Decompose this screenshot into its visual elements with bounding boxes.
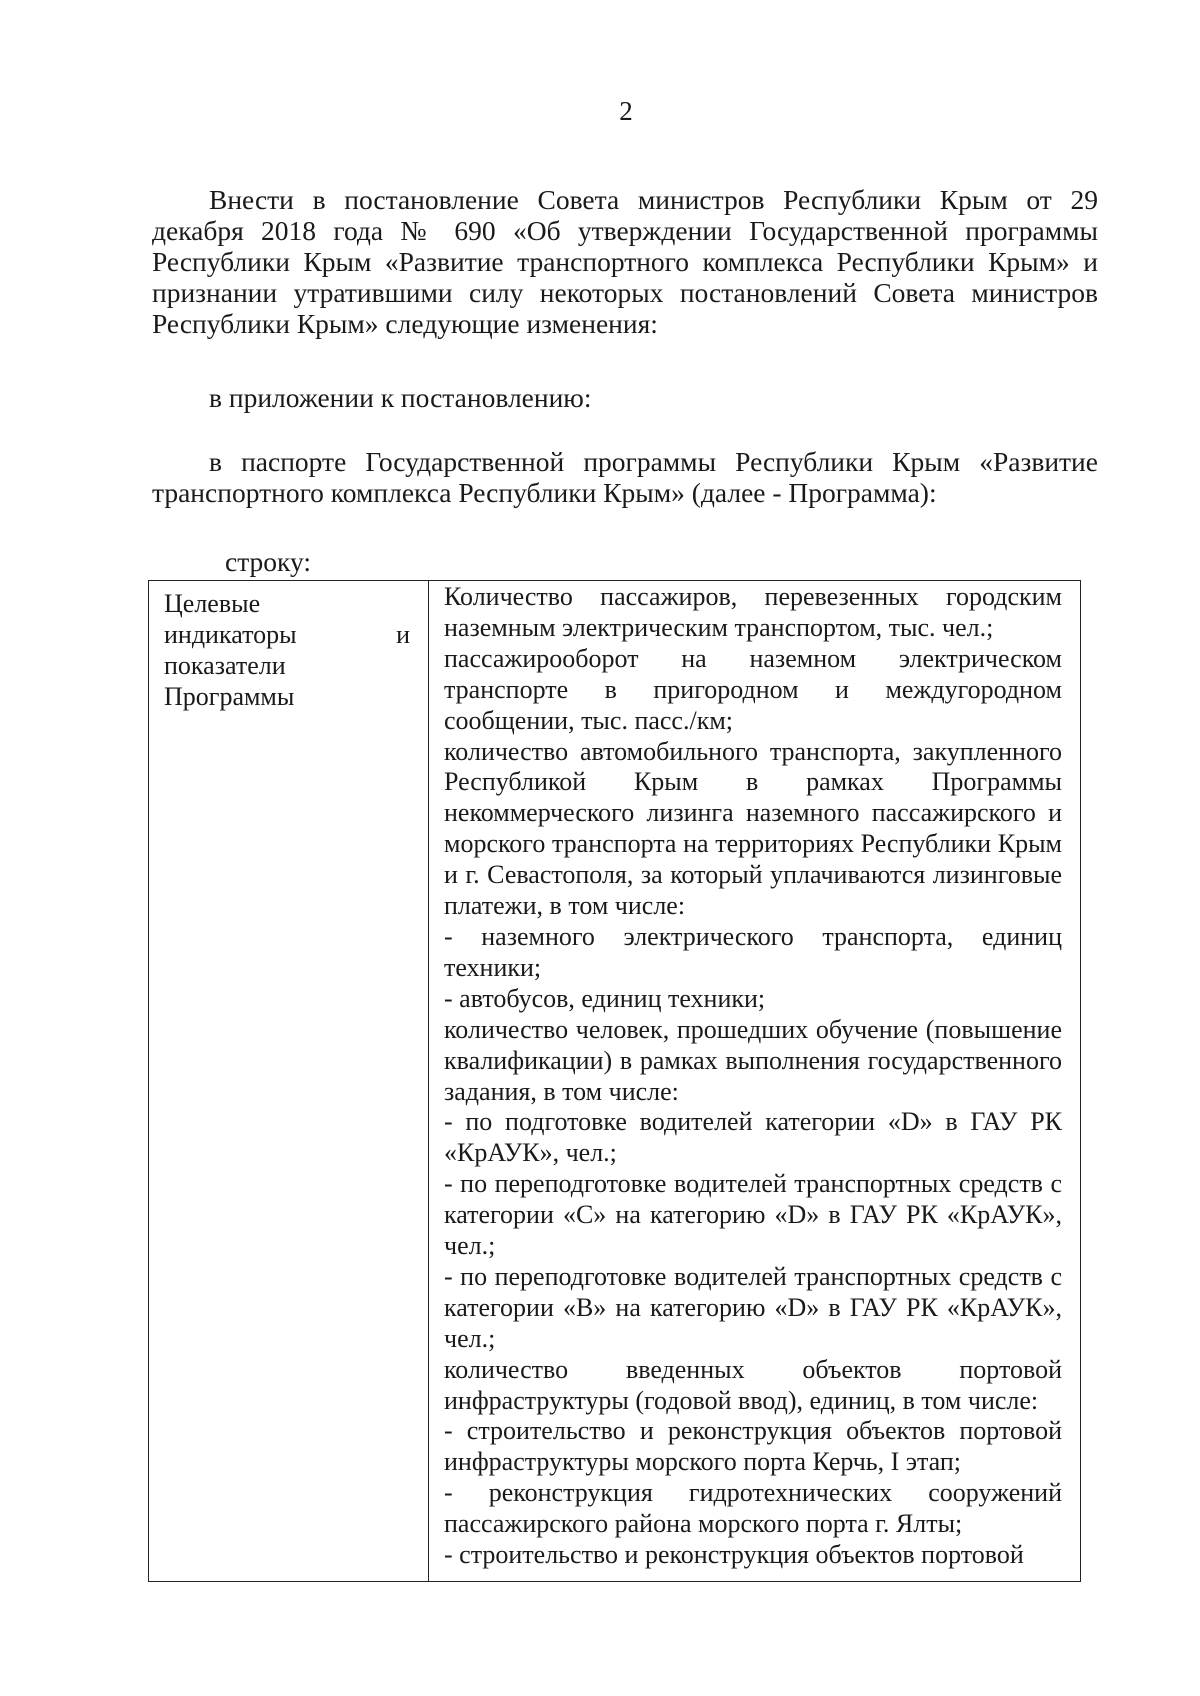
indicator-item: - реконструкция гидротехнических сооружений пассажирского района морского порта г. Ялты;	[444, 1478, 1062, 1539]
row-label: строку:	[225, 545, 312, 577]
indicator-name-line: показатели	[164, 650, 286, 680]
indicator-name-line: Целевые	[164, 589, 261, 618]
passport-paragraph: в паспорте Государственной программы Республики Крым «Развитие транспортного комплекса Республики Крым» (далее - Программа):	[152, 445, 1098, 508]
page-number: 2	[619, 96, 633, 126]
indicator-name-line: индикаторы и	[164, 619, 410, 649]
appendix-paragraph: в приложении к постановлению:	[209, 381, 592, 413]
indicator-item: - автобусов, единиц техники;	[444, 983, 766, 1013]
indicator-item: - строительство и реконструкция объектов портовой	[444, 1540, 1024, 1570]
indicator-item: количество человек, прошедших обучение (повышение квалификации) в рамках выполнения государственного задания, в том числе:	[444, 1014, 1062, 1106]
indicator-item: пассажирооборот на наземном электрическом транспорте в пригородном и междугородном сообщении, тыс. пасс./км;	[444, 643, 1062, 735]
intro-paragraph: Внести в постановление Совета министров Республики Крым от 29 декабря 2018 года № 690 «Об утверждении Государственной программы Республики Крым «Развитие транспортного комплекса Республики Крым» и признании утратившими силу некоторых постановлений Совета министров Республики Крым» следующие изменения:	[152, 183, 1098, 339]
indicator-name-cell	[149, 581, 429, 1582]
indicator-values-cell	[429, 581, 1081, 1582]
indicator-table	[148, 580, 1081, 1582]
indicator-item: количество автомобильного транспорта, закупленного Республикой Крым в рамках Программы некоммерческого лизинга наземного пассажирского и морского транспорта на территориях Республики Крым и г. Севастополя, за который уплачиваются лизинговые платежи, в том числе:	[444, 736, 1062, 921]
indicator-item: - по переподготовке водителей транспортных средств с категории «В» на категорию «D» в ГАУ РК «КрАУК», чел.;	[444, 1261, 1062, 1353]
indicator-item: - строительство и реконструкция объектов портовой инфраструктуры морского порта Керчь, I этап;	[444, 1416, 1062, 1477]
indicator-item: количество введенных объектов портовой инфраструктуры (годовой ввод), единиц, в том числе:	[444, 1354, 1062, 1415]
indicator-item: - наземного электрического транспорта, единиц техники;	[444, 921, 1062, 982]
indicator-item: - по подготовке водителей категории «D» в ГАУ РК «КрАУК», чел.;	[444, 1107, 1062, 1168]
indicator-name-line: Программы	[164, 681, 295, 711]
table-row	[149, 581, 1081, 1582]
indicator-item: - по переподготовке водителей транспортных средств с категории «С» на категорию «D» в ГАУ РК «КрАУК», чел.;	[444, 1169, 1062, 1261]
indicator-item: Количество пассажиров, перевезенных городским наземным электрическим транспортом, тыс. чел.;	[444, 582, 1062, 642]
